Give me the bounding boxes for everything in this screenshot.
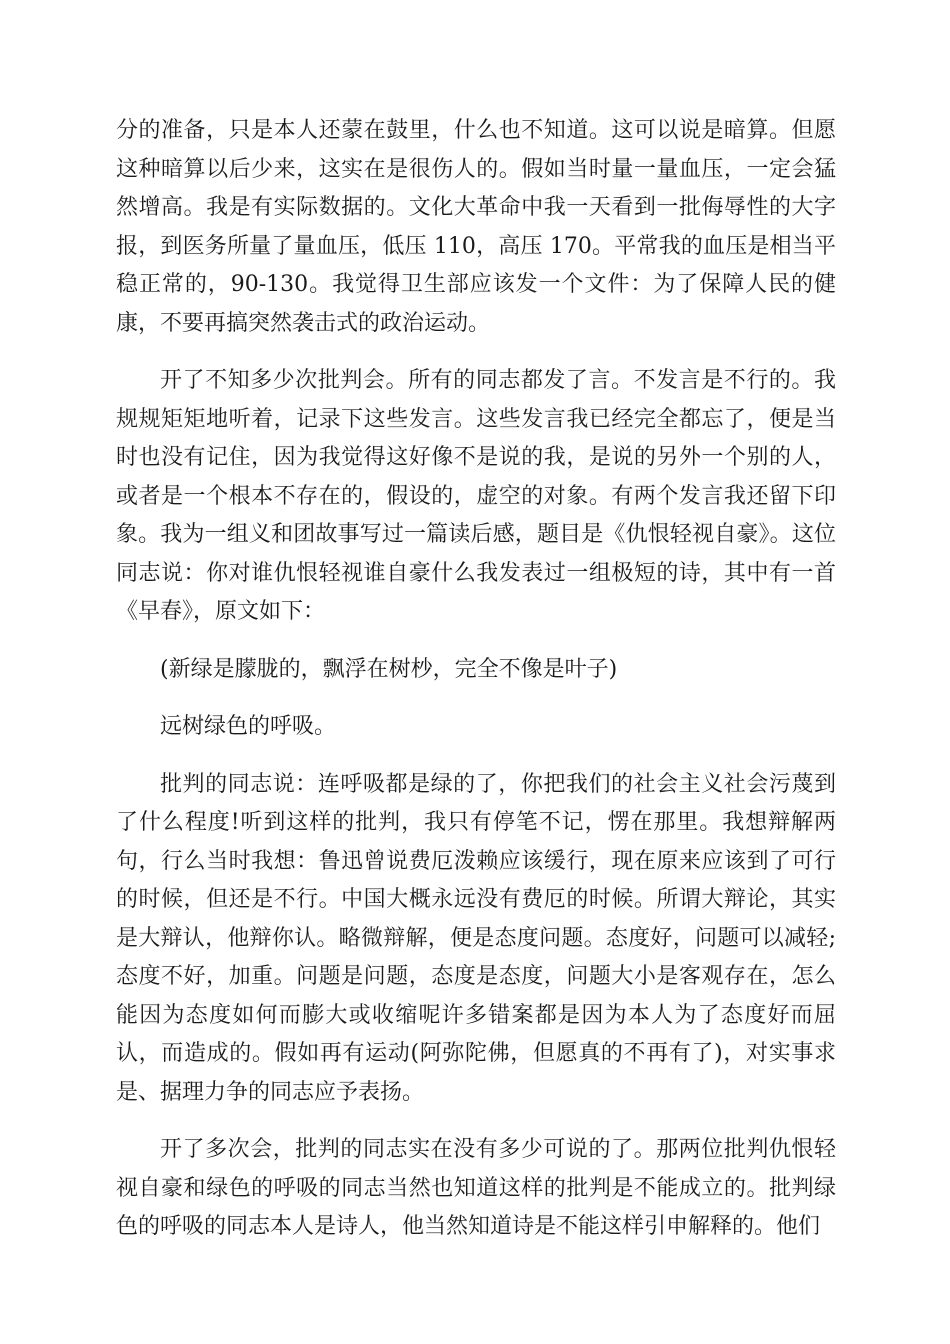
document-page bbox=[116, 112, 836, 1266]
paragraph-4: 开了多次会，批判的同志实在没有多少可说的了。那两位批判仇恨轻视自豪和绿色的呼吸的同志当然也知道这样的批判是不能成立的。批判绿色的呼吸的同志本人是诗人，他当然知道诗是不能这样引申解释的。他们 bbox=[116, 1137, 836, 1239]
paragraph-1: 分的准备，只是本人还蒙在鼓里，什么也不知道。这可以说是暗算。但愿这种暗算以后少来，这实在是很伤人的。假如当时量一量血压，一定会猛然增高。我是有实际数据的。文化大革命中我一天看到一批侮辱性的大字报，到医务所量了量血压，低压 110，高压 170。平常我的血压是相当平稳正常的，90-130。我觉得卫生部应该发一个文件：为了保障人民的健康，不要再搞突然袭击式的政治运动。 bbox=[116, 118, 836, 336]
poem-note: (新绿是朦胧的，飘浮在树杪，完全不像是叶子) bbox=[160, 656, 618, 682]
paragraph-3: 批判的同志说：连呼吸都是绿的了，你把我们的社会主义社会污蔑到了什么程度!听到这样的批判，我只有停笔不记，愣在那里。我想辩解两句，行么当时我想：鲁迅曾说费厄泼赖应该缓行，现在原来应该到了可行的时候，但还是不行。中国大概永远没有费厄的时候。所谓大辩论，其实是大辩认，他辩你认。略微辩解，便是态度问题。态度好，问题可以减轻;态度不好，加重。问题是问题，态度是态度，问题大小是客观存在，怎么能因为态度如何而膨大或收缩呢许多错案都是因为本人为了态度好而屈认，而造成的。假如再有运动(阿弥陀佛，但愿真的不再有了)，对实事求是、据理力争的同志应予表扬。 bbox=[116, 771, 836, 1105]
paragraph-2: 开了不知多少次批判会。所有的同志都发了言。不发言是不行的。我规规矩矩地听着，记录下这些发言。这些发言我已经完全都忘了，便是当时也没有记住，因为我觉得这好像不是说的我，是说的另外一个别的人，或者是一个根本不存在的，假设的，虚空的对象。有两个发言我还留下印象。我为一组义和团故事写过一篇读后感，题目是《仇恨轻视自豪》。这位同志说：你对谁仇恨轻视谁自豪什么我发表过一组极短的诗，其中有一首《早春》，原文如下： bbox=[116, 368, 836, 624]
poem-line: 远树绿色的呼吸。 bbox=[160, 714, 337, 739]
